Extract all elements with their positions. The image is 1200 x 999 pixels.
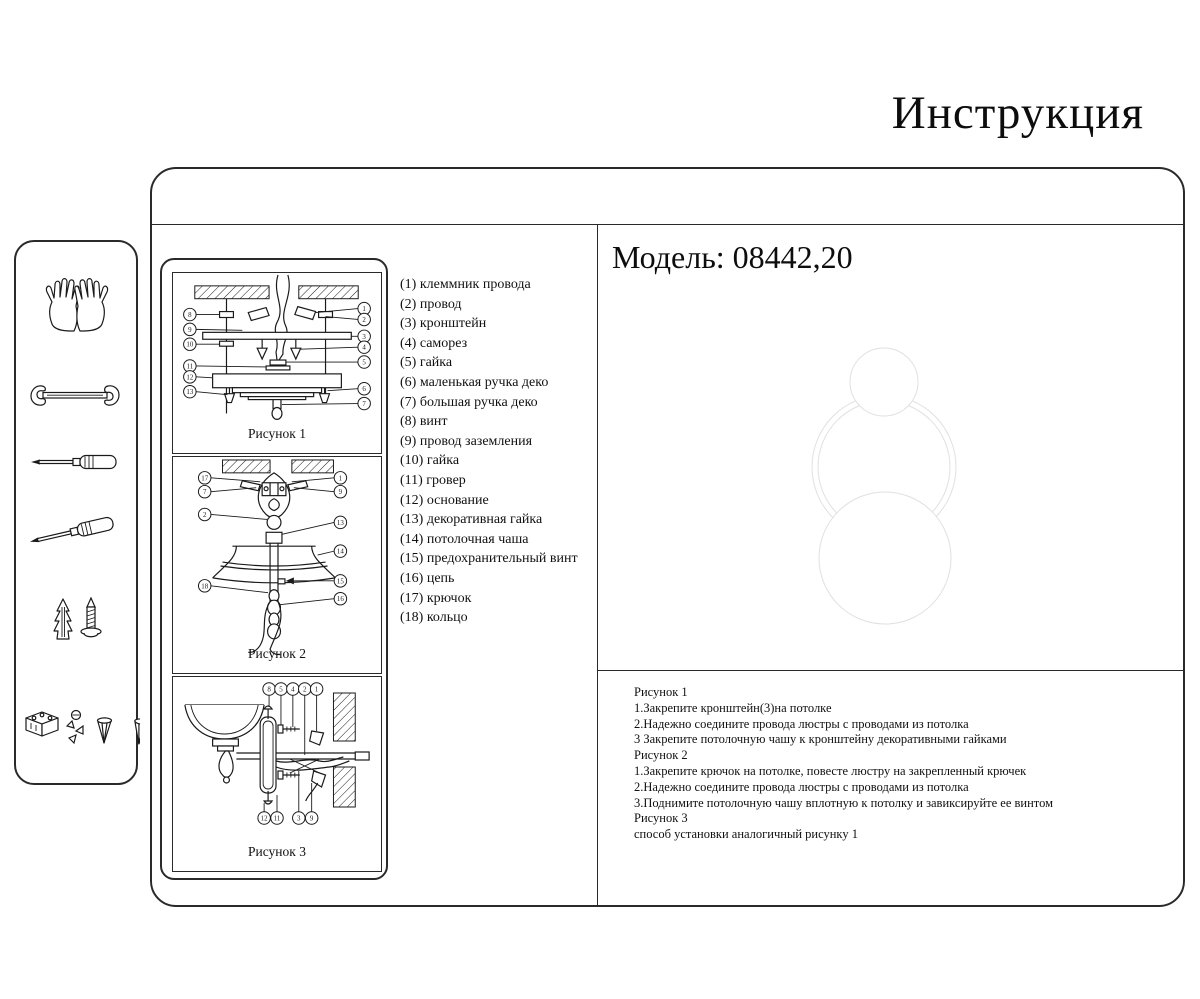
instruction-line: 1.Закрепите кронштейн(3)на потолке xyxy=(634,700,832,715)
part-item: (18) кольцо xyxy=(400,610,468,626)
screwdriver-angled-icon xyxy=(27,514,120,556)
svg-text:9: 9 xyxy=(338,489,343,497)
parts-list xyxy=(400,275,592,628)
instruction-line: Рисунок 2 xyxy=(634,748,688,763)
svg-text:9: 9 xyxy=(188,326,192,334)
svg-text:11: 11 xyxy=(273,814,281,823)
part-item: (5) гайка xyxy=(400,355,453,371)
figures-panel xyxy=(160,258,388,880)
gloves-icon xyxy=(40,274,114,334)
svg-text:6: 6 xyxy=(362,386,366,394)
part-item: (1) клеммник провода xyxy=(400,277,531,292)
svg-text:2: 2 xyxy=(202,511,207,519)
svg-text:8: 8 xyxy=(267,685,271,694)
hardware-parts-icon xyxy=(20,702,140,760)
svg-text:12: 12 xyxy=(260,814,268,823)
svg-text:18: 18 xyxy=(201,583,209,591)
figure-3-caption: Рисунок 3 xyxy=(248,844,306,859)
part-item: (7) большая ручка деко xyxy=(400,394,538,410)
part-item: (6) маленькая ручка деко xyxy=(400,374,549,390)
instructions-divider xyxy=(597,670,1183,671)
assembly-instructions xyxy=(634,685,1134,843)
svg-text:12: 12 xyxy=(186,374,194,382)
svg-text:3: 3 xyxy=(362,333,366,341)
part-item: (17) крючок xyxy=(400,590,472,606)
part-item: (16) цепь xyxy=(400,570,455,586)
svg-text:16: 16 xyxy=(336,596,344,604)
svg-text:11: 11 xyxy=(186,363,194,371)
instruction-line: 3.Поднимите потолочную чашу вплотную к потолку и завиксируйте ее винтом xyxy=(634,795,1054,810)
part-item: (3) кронштейн xyxy=(400,316,487,332)
svg-text:13: 13 xyxy=(186,389,194,397)
watermark-circles xyxy=(752,309,1052,639)
screwdriver-icon xyxy=(30,450,120,474)
wall-anchor-screw-icon xyxy=(47,597,107,650)
svg-text:5: 5 xyxy=(362,359,366,367)
part-item: (9) провод заземления xyxy=(400,433,533,449)
figure-2 xyxy=(172,456,382,674)
svg-text:1: 1 xyxy=(362,306,366,314)
part-item: (4) саморез xyxy=(400,335,468,351)
ceiling-hatch xyxy=(223,460,334,473)
instruction-line: Рисунок 1 xyxy=(634,685,688,699)
instruction-line: 2.Надежно соедините провода люстры с проводами из потолка xyxy=(634,716,969,731)
part-item: (2) провод xyxy=(400,296,462,312)
part-item: (13) декоративная гайка xyxy=(400,512,543,528)
vertical-divider xyxy=(597,224,598,905)
instruction-line: 2.Надежно соедините провода люстры с проводами из потолка xyxy=(634,779,969,794)
figure-3 xyxy=(172,676,382,872)
arrow-head xyxy=(286,577,294,584)
svg-text:2: 2 xyxy=(362,316,366,324)
figure-3-diagram xyxy=(173,677,381,871)
svg-text:8: 8 xyxy=(188,312,192,320)
page-title: Инструкция xyxy=(891,87,1144,139)
svg-text:15: 15 xyxy=(336,578,344,586)
instruction-line: 1.Закрепите крючок на потолке, повесте люстру на закрепленный крючек xyxy=(634,763,1027,778)
figure-1 xyxy=(172,272,382,454)
figure-2-caption: Рисунок 2 xyxy=(248,646,306,661)
svg-text:1: 1 xyxy=(314,685,319,694)
svg-text:9: 9 xyxy=(309,814,314,823)
wrench-icon xyxy=(30,380,120,411)
tools-sidebar xyxy=(14,240,138,785)
svg-text:2: 2 xyxy=(302,685,307,694)
part-item: (8) винт xyxy=(400,414,448,430)
hanging-fixture-art xyxy=(213,473,336,655)
model-label: Модель: 08442,20 xyxy=(612,239,853,275)
figure-2-diagram xyxy=(173,457,381,673)
svg-text:1: 1 xyxy=(338,475,343,483)
part-item: (10) гайка xyxy=(400,453,460,469)
svg-text:4: 4 xyxy=(362,344,366,352)
svg-text:10: 10 xyxy=(186,341,194,349)
svg-text:7: 7 xyxy=(202,489,207,497)
part-item: (11) гровер xyxy=(400,472,466,488)
svg-text:3: 3 xyxy=(297,814,301,823)
instruction-line: 3 Закрепите потолочную чашу к кронштейну декоративными гайками xyxy=(634,732,1007,747)
part-item: (15) предохранительный винт xyxy=(400,551,578,567)
instruction-line: Рисунок 3 xyxy=(634,811,688,826)
content-frame xyxy=(150,167,1185,907)
svg-text:17: 17 xyxy=(201,475,209,483)
part-item: (14) потолочная чаша xyxy=(400,531,529,547)
svg-text:5: 5 xyxy=(279,685,283,694)
svg-text:14: 14 xyxy=(336,548,344,556)
header-divider xyxy=(152,224,1183,225)
part-item: (12) основание xyxy=(400,492,489,508)
svg-text:13: 13 xyxy=(336,519,344,527)
wall-hatch xyxy=(333,693,355,807)
svg-text:4: 4 xyxy=(291,685,295,694)
figure-1-caption: Рисунок 1 xyxy=(248,426,306,441)
instruction-line: способ установки аналогичный рисунку 1 xyxy=(634,827,858,842)
svg-text:7: 7 xyxy=(362,401,366,409)
